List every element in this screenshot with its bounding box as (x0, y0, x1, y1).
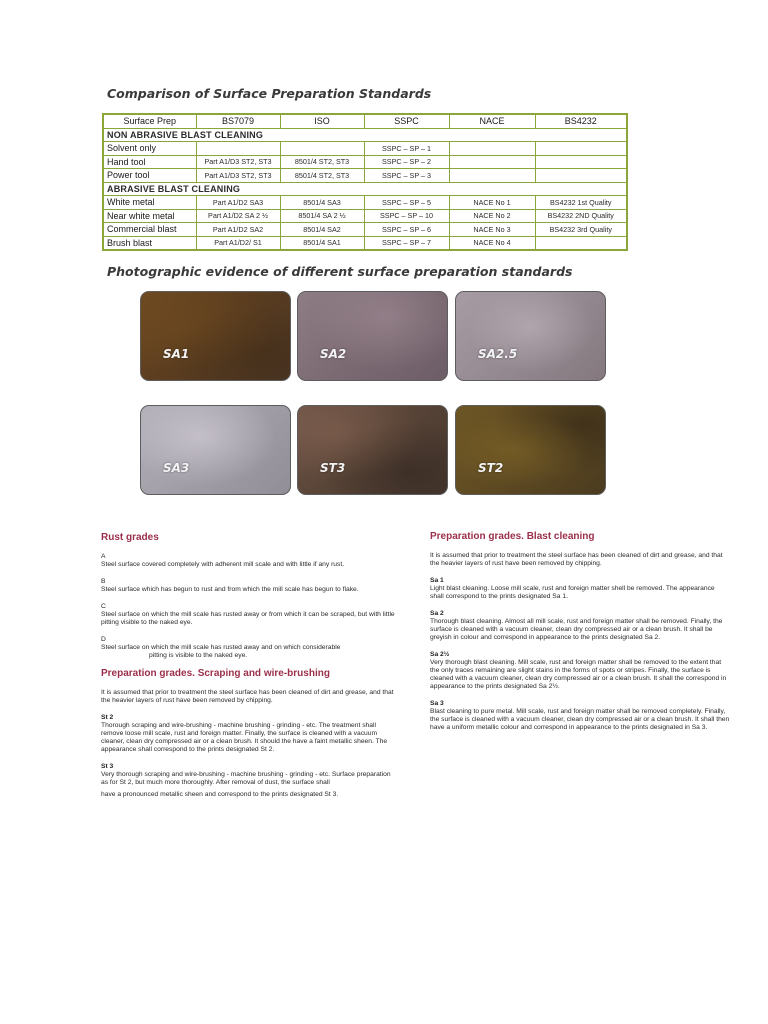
table-cell: Hand tool (103, 155, 196, 169)
table-cell: Part A1/D2/ S1 (196, 236, 280, 250)
table-cell: Part A1/D3 ST2, ST3 (196, 155, 280, 169)
table-cell: Solvent only (103, 142, 196, 156)
grade-label: C (101, 603, 106, 610)
table-cell: 8501/4 SA2 (280, 223, 364, 237)
table-cell: Commercial blast (103, 223, 196, 237)
photo-caption: SA3 (163, 461, 190, 475)
table-cell: BS4232 1st Quality (535, 196, 627, 210)
grade-label: D (101, 636, 106, 643)
left-column (101, 532, 397, 799)
grade-text: Steel surface on which the mill scale has rusted away and on which considerable (101, 644, 341, 651)
table-cell: NACE No 4 (449, 236, 535, 250)
photo-caption: ST3 (320, 461, 346, 475)
scraping-intro: It is assumed that prior to treatment the steel surface has been cleaned of dirt and grease, and that the heavier layers of rust have been removed by chipping. (101, 689, 394, 704)
table-cell (449, 142, 535, 156)
table-header-row (103, 114, 627, 128)
table-row (103, 223, 627, 237)
table-cell: SSPC – SP – 2 (364, 155, 449, 169)
grade-label: St 2 (101, 714, 114, 721)
table-cell: SSPC – SP – 6 (364, 223, 449, 237)
table-cell: Power tool (103, 169, 196, 183)
grade-text-continued: have a pronounced metallic sheen and correspond to the prints designated St 3. (101, 791, 339, 798)
table-row (103, 155, 627, 169)
photo-st3 (297, 405, 448, 495)
table-cell (449, 169, 535, 183)
photo-sa2 (297, 291, 448, 381)
table-row (103, 209, 627, 223)
table-row (103, 169, 627, 183)
grade-text: Thorough scraping and wire-brushing - machine brushing - grinding - etc. The treatment shall remove loose mill scale, rust and foreign matter. Finally, the surface is cleaned with a vacuum cleaner, clean dry compressed air or a clean brush. It should the have a faint metallic sheen. The appearance shall correspond to the prints designated St 2. (101, 722, 388, 753)
table-cell (535, 236, 627, 250)
table-cell: SSPC – SP – 1 (364, 142, 449, 156)
table-cell: SSPC – SP – 3 (364, 169, 449, 183)
table-cell: NACE No 3 (449, 223, 535, 237)
table-cell: White metal (103, 196, 196, 210)
table-cell: Near white metal (103, 209, 196, 223)
photo-sa1 (140, 291, 291, 381)
table-cell: Part A1/D2 SA2 (196, 223, 280, 237)
table-cell (535, 169, 627, 183)
section-row (103, 128, 627, 142)
table-cell: NACE No 2 (449, 209, 535, 223)
grade-label: B (101, 578, 106, 585)
grade-label: St 3 (101, 763, 114, 770)
grade-text: Blast cleaning to pure metal. Mill scale, rust and foreign matter shall be removed completely. Finally, the surface is cleaned with a vacuum cleaner, clean dry compressed air or a clean brush. It shall then have a uniform metallic colour and correspond in appearance to the prints designated in Sa 3. (430, 708, 730, 731)
table-row (103, 142, 627, 156)
table-cell: Part A1/D2 SA 2 ½ (196, 209, 280, 223)
section-row (103, 182, 627, 196)
right-column (430, 531, 730, 732)
table-cell: 8501/4 ST2, ST3 (280, 155, 364, 169)
blast-intro: It is assumed that prior to treatment the steel surface has been cleaned of dirt and grease, and that the heavier layers of rust have been removed by chipping. (430, 552, 723, 567)
table-cell: BS4232 3rd Quality (535, 223, 627, 237)
section-title: NON ABRASIVE BLAST CLEANING (103, 128, 627, 142)
rust-grades-heading: Rust grades (101, 532, 159, 543)
table-cell: Part A1/D2 SA3 (196, 196, 280, 210)
table-cell: Brush blast (103, 236, 196, 250)
grade-text: Thorough blast cleaning. Almost all mill scale, rust and foreign matter shall be removed. Finally, the surface is cleaned with a vacuum cleaner, clean dry compressed air or a clean brush. It shall be greyish in colour and correspond in appearance to the prints designated Sa 2. (430, 618, 723, 641)
grade-text: Very thorough scraping and wire-brushing - machine brushing - grinding - etc. Surface preparation as for St 2, but much more thoroughly. After removal of dust, the surface shall (101, 771, 391, 786)
header-cell: NACE (449, 114, 535, 128)
table-cell: SSPC – SP – 5 (364, 196, 449, 210)
photo-st2 (455, 405, 606, 495)
photo-sa3 (140, 405, 291, 495)
photo-caption: ST2 (478, 461, 504, 475)
table-cell: Part A1/D3 ST2, ST3 (196, 169, 280, 183)
grade-text-continued: pitting is visible to the naked eye. (149, 652, 248, 659)
photo-caption: SA2.5 (478, 347, 518, 361)
header-cell: BS4232 (535, 114, 627, 128)
header-cell: BS7079 (196, 114, 280, 128)
table-row (103, 196, 627, 210)
grade-label: Sa 1 (430, 577, 444, 584)
photo-caption: SA1 (163, 347, 190, 361)
grade-text: Light blast cleaning. Loose mill scale, rust and foreign matter shell be removed. The appearance shall correspond to the prints designated Sa 1. (430, 585, 715, 600)
photo-sa2-5 (455, 291, 606, 381)
grade-label: Sa 2½ (430, 651, 450, 658)
grade-text: Steel surface covered completely with adherent mill scale and with little if any rust. (101, 561, 345, 568)
table-cell (535, 155, 627, 169)
table-row (103, 236, 627, 250)
table-cell: SSPC – SP – 7 (364, 236, 449, 250)
photo-caption: SA2 (320, 347, 347, 361)
comparison-title: Comparison of Surface Preparation Standards (107, 86, 432, 101)
grade-label: Sa 3 (430, 700, 444, 707)
table-cell: 8501/4 SA3 (280, 196, 364, 210)
table-cell: NACE No 1 (449, 196, 535, 210)
table-cell (535, 142, 627, 156)
table-cell: 8501/4 SA1 (280, 236, 364, 250)
table-cell (449, 155, 535, 169)
table-cell: SSPC – SP – 10 (364, 209, 449, 223)
table-cell (280, 142, 364, 156)
standards-table (102, 113, 628, 251)
header-cell: Surface Prep (103, 114, 196, 128)
section-title: ABRASIVE BLAST CLEANING (103, 182, 627, 196)
header-cell: ISO (280, 114, 364, 128)
header-cell: SSPC (364, 114, 449, 128)
scraping-heading: Preparation grades. Scraping and wire-brushing (101, 668, 330, 679)
table-cell: 8501/4 ST2, ST3 (280, 169, 364, 183)
blast-heading: Preparation grades. Blast cleaning (430, 531, 595, 542)
grade-text: Very thorough blast cleaning. Mill scale, rust and foreign matter shall be removed to the extent that the only traces remaining are slight stains in the forms of spots or stripes. Finally, the surface is cleaned with a vacuum cleaner, clean dry compressed air or a clean brush. It shall the correspond in appearance to the prints designated Sa 2½. (430, 659, 727, 690)
grade-text: Steel surface which has begun to rust and from which the mill scale has begun to flake. (101, 586, 359, 593)
table-cell: 8501/4 SA 2 ½ (280, 209, 364, 223)
grade-text: Steel surface on which the mill scale has rusted away or from which it can be scraped, but with little pitting visible to the naked eye. (101, 611, 395, 626)
table-cell (196, 142, 280, 156)
grade-label: Sa 2 (430, 610, 444, 617)
grade-label: A (101, 553, 106, 560)
photo-section-title: Photographic evidence of different surface preparation standards (107, 264, 573, 279)
table-cell: BS4232 2ND Quality (535, 209, 627, 223)
